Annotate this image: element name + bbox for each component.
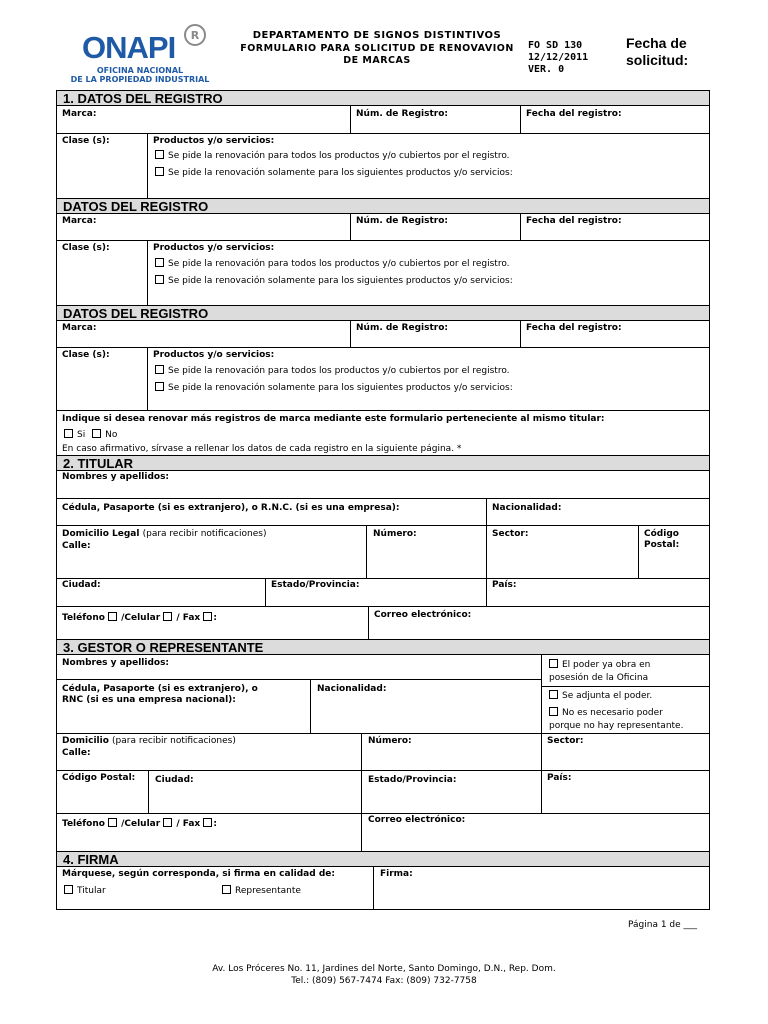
- firma-field[interactable]: Firma:: [380, 869, 413, 879]
- celular-checkbox[interactable]: [163, 818, 172, 827]
- titular-telefono-row: Teléfono /Celular / Fax :: [62, 613, 217, 623]
- no-necesario-poder-text-2: porque no hay representante.: [549, 721, 684, 731]
- gestor-codigo-postal-field[interactable]: Código Postal:: [62, 773, 136, 783]
- gestor-correo-field[interactable]: Correo electrónico:: [368, 815, 466, 825]
- logo-subtitle: OFICINA NACIONAL DE LA PROPIEDAD INDUSTRIAL: [70, 66, 210, 84]
- marca-field[interactable]: Marca:: [62, 216, 97, 226]
- gestor-nacionalidad-field[interactable]: Nacionalidad:: [317, 684, 387, 694]
- titular-domicilio-label: Domicilio Legal (para recibir notificaciones): [62, 529, 267, 539]
- titular-numero-field[interactable]: Número:: [373, 529, 417, 539]
- fecha-registro-field[interactable]: Fecha del registro:: [526, 109, 622, 119]
- footer-address: Av. Los Próceres No. 11, Jardines del Norte, Santo Domingo, D.N., Rep. Dom.: [212, 964, 556, 974]
- opt-siguientes-row: Se pide la renovación solamente para los siguientes productos y/o servicios:: [155, 167, 513, 179]
- titular-pais-field[interactable]: País:: [492, 580, 517, 590]
- section-1-header: 1. DATOS DEL REGISTRO: [57, 90, 709, 106]
- firma-marquese-label: Márquese, según corresponda, si firma en calidad de:: [62, 869, 335, 879]
- productos-label: Productos y/o servicios:: [153, 136, 275, 146]
- gestor-telefono-row: Teléfono /Celular / Fax :: [62, 819, 217, 829]
- gestor-ciudad-field[interactable]: Ciudad:: [155, 775, 194, 785]
- clase-field[interactable]: Clase (s):: [62, 350, 110, 360]
- form-code-block: [528, 40, 588, 76]
- titular-codigo-postal-field[interactable]: Código Postal:: [644, 529, 680, 550]
- no-checkbox[interactable]: [92, 429, 101, 438]
- page-number: Página 1 de ___: [628, 920, 698, 930]
- titular-correo-field[interactable]: Correo electrónico:: [374, 610, 472, 620]
- form-date: 12/12/2011: [528, 52, 589, 63]
- num-registro-field[interactable]: Núm. de Registro:: [356, 216, 448, 226]
- section-2-header: 2. TITULAR: [57, 455, 709, 471]
- clase-field[interactable]: Clase (s):: [62, 136, 110, 146]
- productos-label: Productos y/o servicios:: [153, 243, 275, 253]
- section-registro-2-header: DATOS DEL REGISTRO: [57, 198, 709, 214]
- celular-checkbox[interactable]: [163, 612, 172, 621]
- renovar-mas-options: Si No: [64, 429, 117, 441]
- opt-siguientes-row: Se pide la renovación solamente para los siguientes productos y/o servicios:: [155, 382, 513, 394]
- si-checkbox[interactable]: [64, 429, 73, 438]
- gestor-domicilio-label: Domicilio (para recibir notificaciones): [62, 736, 236, 746]
- no-necesario-poder-option: No es necesario poder: [549, 707, 663, 719]
- titular-nombres-field[interactable]: Nombres y apellidos:: [62, 472, 170, 482]
- form-code: FO SD 130: [528, 40, 583, 51]
- firma-titular-checkbox[interactable]: [64, 885, 73, 894]
- se-adjunta-poder-option: Se adjunta el poder.: [549, 690, 652, 702]
- titular-calle-field[interactable]: Calle:: [62, 541, 91, 551]
- marca-field[interactable]: Marca:: [62, 109, 97, 119]
- poder-ya-obra-option: El poder ya obra en: [549, 659, 650, 671]
- renovar-mas-note: En caso afirmativo, sírvase a rellenar los datos de cada registro en la siguiente página. *: [62, 444, 462, 454]
- department-title: DEPARTAMENTO DE SIGNOS DISTINTIVOS: [252, 30, 502, 41]
- se-adjunta-poder-checkbox[interactable]: [549, 690, 558, 699]
- firma-titular-option: Titular: [64, 885, 106, 897]
- form-version: VER. 0: [528, 64, 565, 75]
- checkbox[interactable]: [155, 258, 164, 267]
- opt-todos-row: Se pide la renovación para todos los productos y/o cubiertos por el registro.: [155, 258, 510, 270]
- checkbox[interactable]: [155, 150, 164, 159]
- registered-gear-icon: R: [184, 24, 206, 46]
- section-registro-3-header: DATOS DEL REGISTRO: [57, 305, 709, 321]
- fax-checkbox[interactable]: [203, 818, 212, 827]
- fecha-registro-field[interactable]: Fecha del registro:: [526, 323, 622, 333]
- opt-todos-row: Se pide la renovación para todos los productos y/o cubiertos por el registro.: [155, 365, 510, 377]
- opt-siguientes-row: Se pide la renovación solamente para los siguientes productos y/o servicios:: [155, 275, 513, 287]
- num-registro-field[interactable]: Núm. de Registro:: [356, 109, 448, 119]
- gestor-sector-field[interactable]: Sector:: [547, 736, 584, 746]
- section-3-header: 3. GESTOR O REPRESENTANTE: [57, 639, 709, 655]
- titular-estado-field[interactable]: Estado/Provincia:: [271, 580, 360, 590]
- firma-representante-checkbox[interactable]: [222, 885, 231, 894]
- fecha-solicitud-label: Fecha de solicitud:: [626, 35, 689, 68]
- telefono-checkbox[interactable]: [108, 818, 117, 827]
- gestor-estado-field[interactable]: Estado/Provincia:: [368, 775, 457, 785]
- fax-checkbox[interactable]: [203, 612, 212, 621]
- gestor-pais-field[interactable]: País:: [547, 773, 572, 783]
- opt-todos-row: Se pide la renovación para todos los productos y/o cubiertos por el registro.: [155, 150, 510, 162]
- renovar-mas-question: Indique si desea renovar más registros de marca mediante este formulario perteneciente al mismo titular:: [62, 414, 605, 424]
- firma-representante-option: Representante: [222, 885, 301, 897]
- titular-sector-field[interactable]: Sector:: [492, 529, 529, 539]
- marca-field[interactable]: Marca:: [62, 323, 97, 333]
- footer-phones: Tel.: (809) 567-7474 Fax: (809) 732-7758: [291, 976, 477, 986]
- num-registro-field[interactable]: Núm. de Registro:: [356, 323, 448, 333]
- section-4-header: 4. FIRMA: [57, 851, 709, 867]
- checkbox[interactable]: [155, 167, 164, 176]
- onapi-logo: ONAPI: [82, 30, 176, 65]
- poder-ya-obra-text-2: posesión de la Oficina: [549, 673, 649, 683]
- gestor-nombres-field[interactable]: Nombres y apellidos:: [62, 658, 170, 668]
- productos-label: Productos y/o servicios:: [153, 350, 275, 360]
- gestor-numero-field[interactable]: Número:: [368, 736, 412, 746]
- titular-cedula-field[interactable]: Cédula, Pasaporte (si es extranjero), o R.N.C. (si es una empresa):: [62, 503, 400, 513]
- gestor-cedula-field[interactable]: Cédula, Pasaporte (si es extranjero), o RNC (si es una empresa nacional):: [62, 684, 258, 705]
- checkbox[interactable]: [155, 365, 164, 374]
- no-necesario-poder-checkbox[interactable]: [549, 707, 558, 716]
- form-title-line-1: FORMULARIO PARA SOLICITUD DE RENOVAVION: [240, 43, 514, 54]
- titular-nacionalidad-field[interactable]: Nacionalidad:: [492, 503, 562, 513]
- telefono-checkbox[interactable]: [108, 612, 117, 621]
- poder-ya-obra-checkbox[interactable]: [549, 659, 558, 668]
- checkbox[interactable]: [155, 275, 164, 284]
- fecha-registro-field[interactable]: Fecha del registro:: [526, 216, 622, 226]
- form-title-line-2: DE MARCAS: [343, 55, 411, 66]
- clase-field[interactable]: Clase (s):: [62, 243, 110, 253]
- titular-ciudad-field[interactable]: Ciudad:: [62, 580, 101, 590]
- gestor-calle-field[interactable]: Calle:: [62, 748, 91, 758]
- checkbox[interactable]: [155, 382, 164, 391]
